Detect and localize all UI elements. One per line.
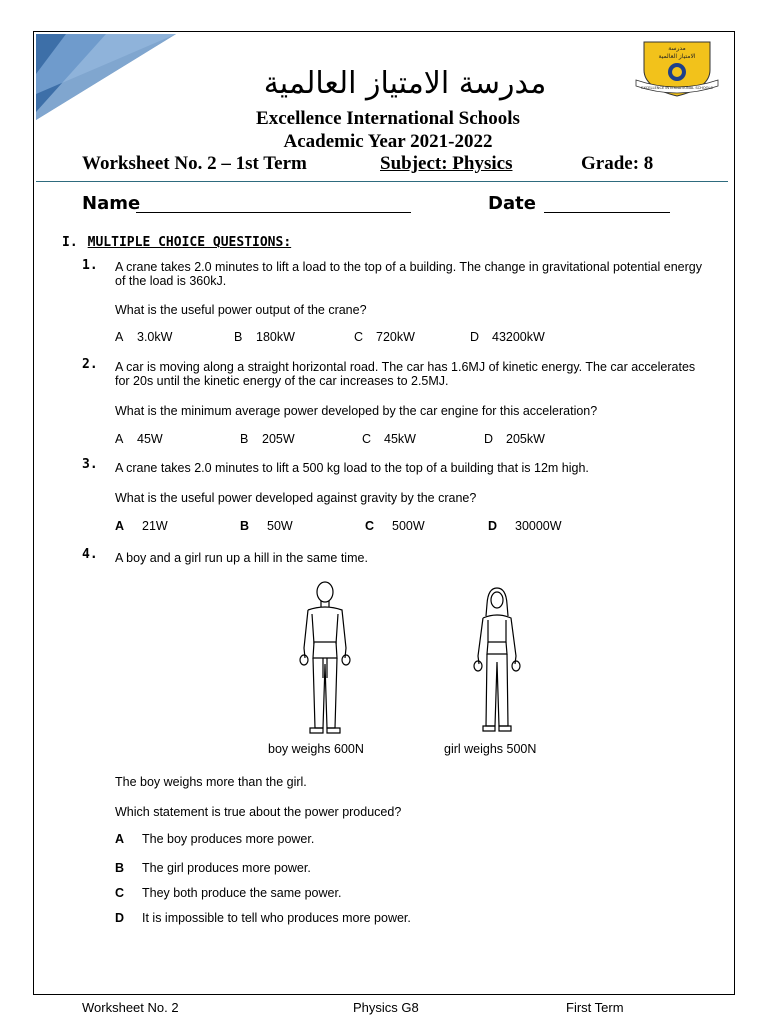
question-3-option-d: D 30000W xyxy=(488,519,562,533)
academic-year: Academic Year 2021-2022 xyxy=(283,131,493,152)
girl-figure xyxy=(466,586,528,736)
school-logo xyxy=(634,36,720,98)
worksheet-title: Worksheet No. 2 – 1st Term xyxy=(82,153,307,174)
question-1-option-b: B 180kW xyxy=(234,330,295,344)
question-1-option-c: C 720kW xyxy=(354,330,415,344)
question-1-prompt: What is the useful power output of the crane? xyxy=(115,303,367,317)
question-2-option-b: B 205W xyxy=(240,432,295,446)
date-label: Date xyxy=(488,193,536,214)
section-title: MULTIPLE CHOICE QUESTIONS: xyxy=(87,235,292,250)
question-1-text: A crane takes 2.0 minutes to lift a load to the top of a building. The change in gravitational potential energy of the load is 360kJ. xyxy=(115,260,702,288)
boy-figure xyxy=(290,578,360,738)
question-4-statement: The boy weighs more than the girl. xyxy=(115,775,307,789)
question-4-option-b: B The girl produces more power. xyxy=(115,861,311,875)
girl-caption: girl weighs 500N xyxy=(444,742,537,756)
question-2-option-c: C 45kW xyxy=(362,432,416,446)
logo-text-bottom: EXCELLENCE INTERNATIONAL SCHOOLS xyxy=(641,86,713,90)
question-3-prompt: What is the useful power developed against gravity by the crane? xyxy=(115,491,477,505)
grade-label: Grade: 8 xyxy=(581,153,654,174)
footer-right: First Term xyxy=(566,1000,624,1015)
question-2-option-d: D 205kW xyxy=(484,432,545,446)
section-numeral: I. xyxy=(62,235,78,250)
page-border xyxy=(33,31,735,995)
question-2-number: 2. xyxy=(82,357,98,372)
question-4-prompt: Which statement is true about the power produced? xyxy=(115,805,402,819)
footer-left: Worksheet No. 2 xyxy=(82,1000,179,1015)
subject-label: Subject: Physics xyxy=(380,153,513,174)
question-4-option-a: A The boy produces more power. xyxy=(115,832,315,846)
logo-text-mid: الامتياز العالمية xyxy=(658,53,696,60)
question-4-option-c: C They both produce the same power. xyxy=(115,886,342,900)
section-heading xyxy=(62,235,291,250)
question-4-option-d: D It is impossible to tell who produces more power. xyxy=(115,911,411,925)
corner-decoration xyxy=(36,34,176,120)
question-3-text: A crane takes 2.0 minutes to lift a 500 kg load to the top of a building that is 12m high. xyxy=(115,461,589,475)
question-3-option-b: B 50W xyxy=(240,519,293,533)
date-field[interactable] xyxy=(544,212,670,213)
name-label: Name xyxy=(82,193,141,214)
question-4-number: 4. xyxy=(82,547,98,562)
header-divider xyxy=(36,181,728,182)
name-field[interactable] xyxy=(136,212,411,213)
footer-center: Physics G8 xyxy=(353,1000,419,1015)
question-1-option-d: D 43200kW xyxy=(470,330,545,344)
question-3-number: 3. xyxy=(82,457,98,472)
arabic-school-name: مدرسة الامتياز العالمية xyxy=(263,66,547,101)
question-2-text: A car is moving along a straight horizontal road. The car has 1.6MJ of kinetic energy. The car accelerates for 20s until the kinetic energy of the car increases to 2.5MJ. xyxy=(115,360,696,388)
question-1-option-a: A 3.0kW xyxy=(115,330,173,344)
question-3-option-a: A 21W xyxy=(115,519,168,533)
question-4-text: A boy and a girl run up a hill in the same time. xyxy=(115,551,368,565)
question-2-prompt: What is the minimum average power developed by the car engine for this acceleration? xyxy=(115,404,598,418)
school-name: Excellence International Schools xyxy=(256,108,520,129)
question-1-number: 1. xyxy=(82,258,98,273)
logo-text-top: مدرسة xyxy=(668,45,686,52)
question-3-option-c: C 500W xyxy=(365,519,425,533)
boy-caption: boy weighs 600N xyxy=(268,742,364,756)
question-2-option-a: A 45W xyxy=(115,432,163,446)
